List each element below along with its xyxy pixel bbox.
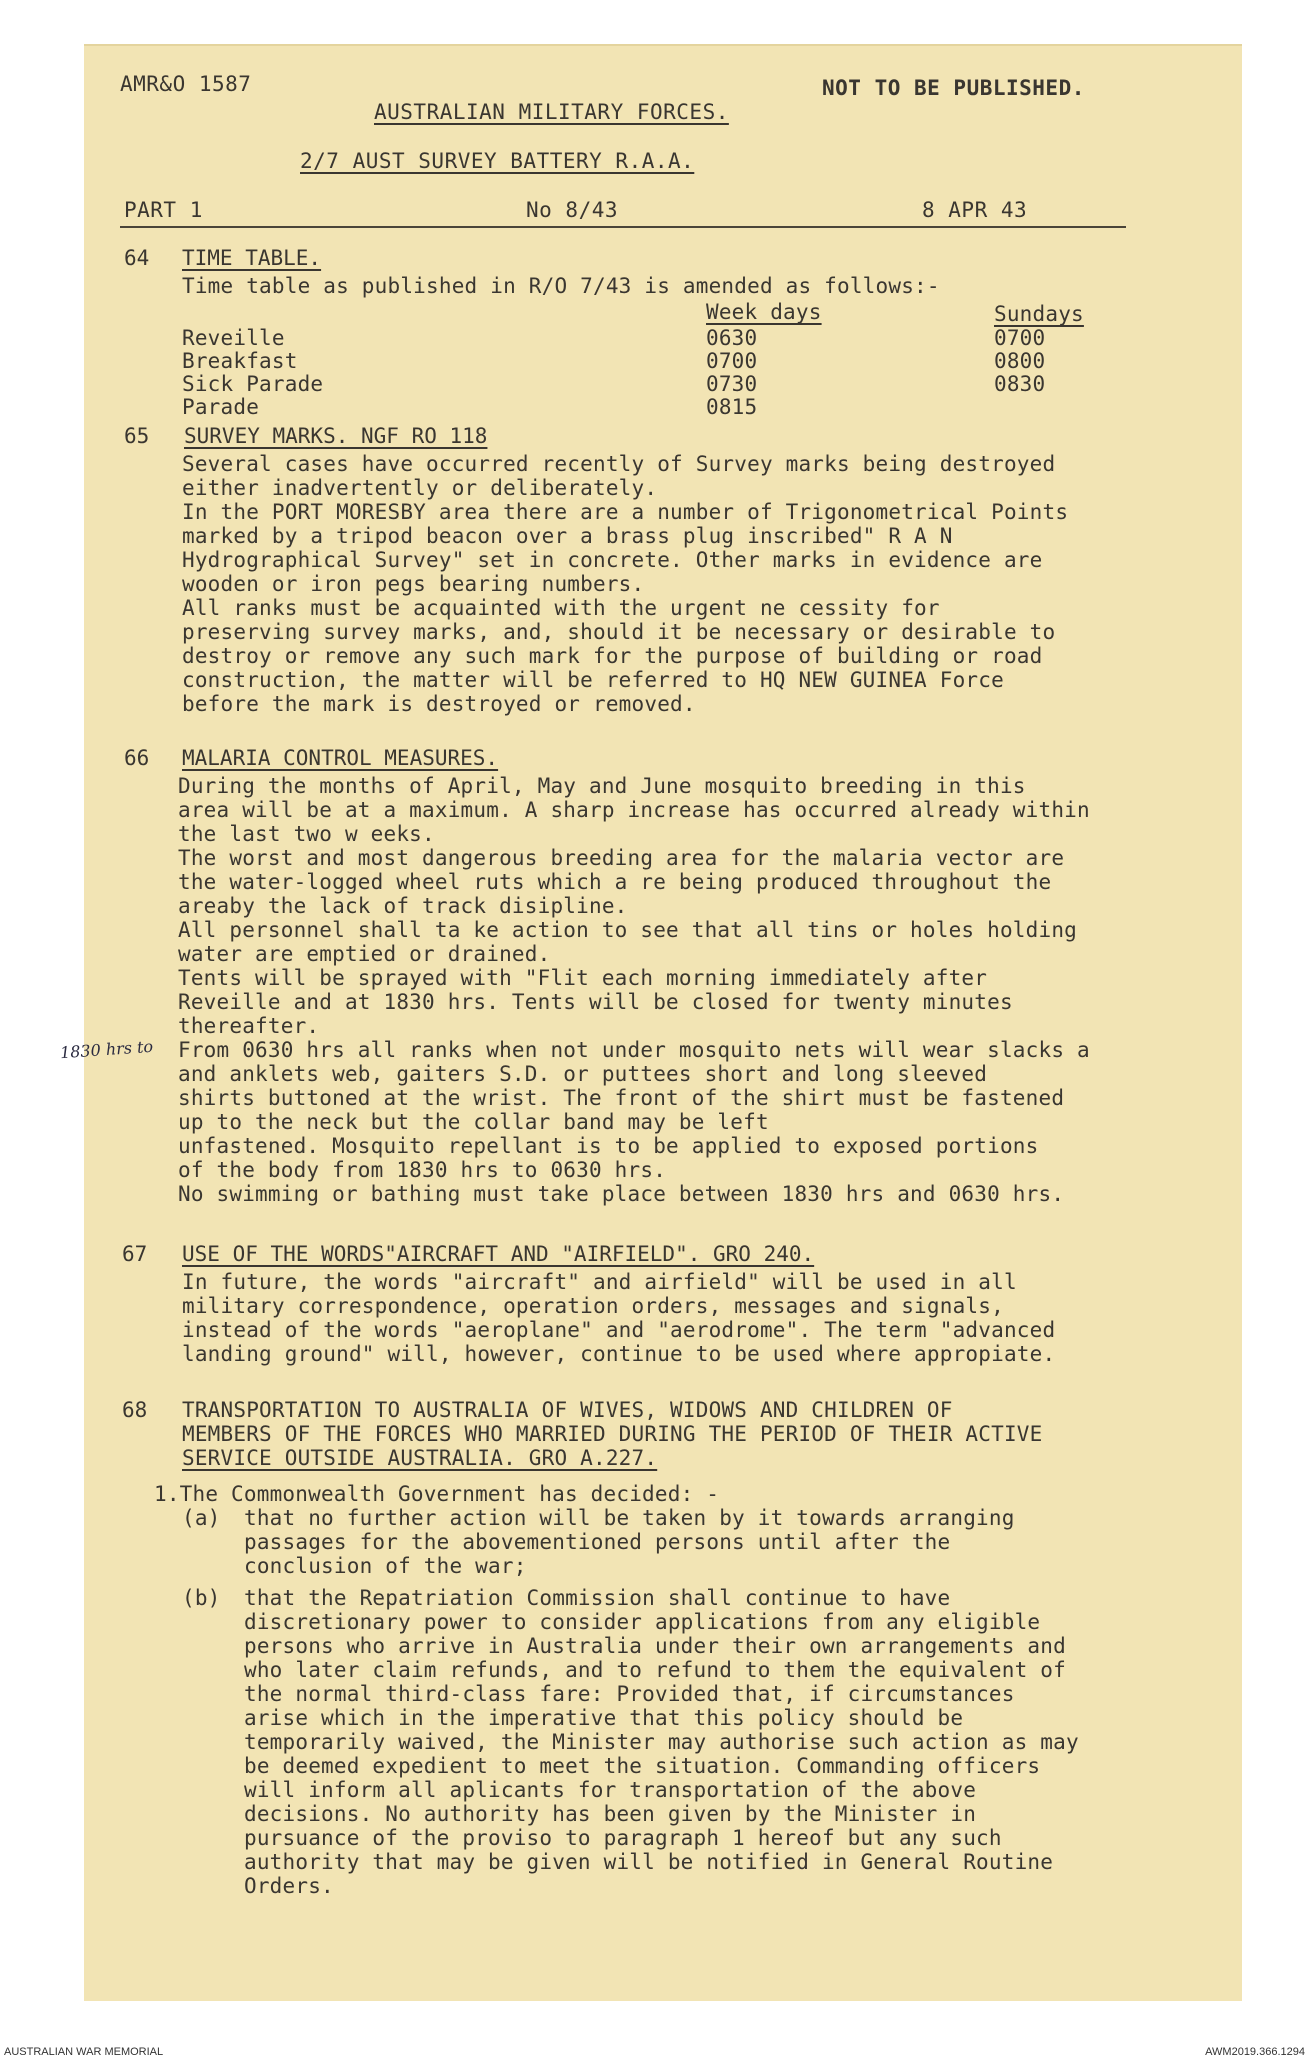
section-66-line: area will be at a maximum. A sharp increase has occurred already within (178, 798, 1090, 822)
section-68-item-a-line: passages for the abovementioned persons until after the (244, 1530, 951, 1554)
timetable-item: Parade (182, 395, 260, 419)
section-66-line: and anklets web, gaiters S.D. or puttees short and long sleeved (178, 1062, 988, 1086)
section-67-line: landing ground" will, however, continue to be used where appropiate. (182, 1342, 1056, 1366)
timetable-weekdays-header: Week days (706, 300, 822, 324)
section-68-item-b-line: pursuance of the proviso to paragraph 1 hereof but any such (244, 1826, 1002, 1850)
section-64-intro: Time table as published in R/O 7/43 is amended as follows:- (182, 274, 940, 298)
section-68-item-b-line: that the Repatriation Commission shall continue to have (244, 1586, 951, 1610)
unit-name: 2/7 AUST SURVEY BATTERY R.A.A. (300, 149, 695, 173)
section-66-line: Reveille and at 1830 hrs. Tents will be closed for twenty minutes (178, 990, 1013, 1014)
section-66-line: thereafter. (178, 1014, 320, 1038)
timetable-sunday-time: 0700 (994, 326, 1046, 350)
section-68-item-b-line: arise which in the imperative that this policy should be (244, 1706, 964, 1730)
section-66-line: of the body from 1830 hrs to 0630 hrs. (178, 1158, 667, 1182)
timetable-weekday-time: 0730 (706, 372, 758, 396)
section-67-number: 67 (122, 1242, 148, 1266)
timetable-item: Reveille (182, 326, 285, 350)
section-68-item-b-line: temporarily waived, the Minister may authorise such action as may (244, 1730, 1079, 1754)
section-68-para-1: 1.The Commonwealth Government has decided: - (154, 1482, 720, 1506)
document-title: AUSTRALIAN MILITARY FORCES. (374, 100, 729, 124)
section-67-line: instead of the words "aeroplane" and "aerodrome". The term "advanced (182, 1318, 1056, 1342)
section-65-line: either inadvertently or deliberately. (182, 476, 658, 500)
reference-number: AMR&O 1587 (120, 72, 252, 96)
section-66-line: unfastened. Mosquito repellant is to be applied to exposed portions (178, 1134, 1039, 1158)
section-65-line: Hydrographical Survey" set in concrete. Other marks in evidence are (182, 548, 1043, 572)
footer-accession: AWM2019.366.1294 (1205, 2046, 1305, 2058)
section-64-heading: TIME TABLE. (182, 246, 322, 270)
section-68-item-b-line: will inform all aplicants for transportation of the above (244, 1778, 977, 1802)
section-68-item-b-line: decisions. No authority has been given by the Minister in (244, 1802, 977, 1826)
publication-notice: NOT TO BE PUBLISHED. (822, 76, 1085, 100)
timetable-sunday-time: 0830 (994, 372, 1046, 396)
section-66-line: the water-logged wheel ruts which a re being produced throughout the (178, 870, 1052, 894)
section-66-number: 66 (124, 746, 150, 770)
order-date: 8 APR 43 (922, 198, 1028, 222)
section-65-heading: SURVEY MARKS. NGF RO 118 (184, 424, 488, 448)
header-rule (120, 226, 1126, 228)
footer-institution: AUSTRALIAN WAR MEMORIAL (4, 2046, 164, 2058)
section-68-heading-line: TRANSPORTATION TO AUSTRALIA OF WIVES, WIDOWS AND CHILDREN OF (182, 1398, 953, 1422)
section-68-item-b-line: Orders. (244, 1874, 334, 1898)
section-66-line: During the months of April, May and June mosquito breeding in this (178, 774, 1026, 798)
timetable-item: Sick Parade (182, 372, 324, 396)
section-66-line: the last two w eeks. (178, 822, 435, 846)
section-66-line: All personnel shall ta ke action to see that all tins or holes holding (178, 918, 1078, 942)
section-64-number: 64 (124, 246, 150, 270)
section-65-line: wooden or iron pegs bearing numbers. (182, 572, 645, 596)
timetable-item: Breakfast (182, 349, 298, 373)
section-68-item-b-line: who later claim refunds, and to refund to them the equivalent of (244, 1658, 1066, 1682)
section-68-item-b-line: the normal third-class fare: Provided that, if circumstances (244, 1682, 1015, 1706)
timetable-weekday-time: 0700 (706, 349, 758, 373)
section-66-heading: MALARIA CONTROL MEASURES. (182, 746, 499, 770)
section-66-line: No swimming or bathing must take place between 1830 hrs and 0630 hrs. (178, 1182, 1065, 1206)
section-67-line: military correspondence, operation orders, messages and signals, (182, 1294, 1004, 1318)
section-68-item-b-label: (b) (182, 1586, 221, 1610)
section-65-line: construction, the matter will be referred to HQ NEW GUINEA Force (182, 668, 1004, 692)
timetable-sundays-header: Sundays (994, 302, 1084, 326)
section-66-line: water are emptied or drained. (178, 942, 551, 966)
section-68-heading-line: SERVICE OUTSIDE AUSTRALIA. GRO A.227. (182, 1446, 658, 1470)
section-68-number: 68 (122, 1398, 148, 1422)
section-68-item-b-line: authority that may be given will be notified in General Routine (244, 1850, 1054, 1874)
section-66-line: up to the neck but the collar band may be left (178, 1110, 769, 1134)
section-65-line: destroy or remove any such mark for the purpose of building or road (182, 644, 1043, 668)
handwritten-annotation: 1830 hrs to (59, 1036, 154, 1063)
section-67-heading: USE OF THE WORDS"AIRCRAFT AND "AIRFIELD". GRO 240. (182, 1242, 815, 1266)
order-number: No 8/43 (526, 198, 619, 222)
section-68-item-a-line: that no further action will be taken by it towards arranging (244, 1506, 1015, 1530)
section-65-line: before the mark is destroyed or removed. (182, 692, 696, 716)
section-65-number: 65 (124, 424, 150, 448)
section-68-item-a-line: conclusion of the war; (244, 1554, 527, 1578)
section-66-line: shirts buttoned at the wrist. The front of the shirt must be fastened (178, 1086, 1065, 1110)
section-65-line: preserving survey marks, and, should it be necessary or desirable to (182, 620, 1056, 644)
section-65-line: marked by a tripod beacon over a brass plug inscribed" R A N (182, 524, 953, 548)
section-65-line: Several cases have occurred recently of Survey marks being destroyed (182, 452, 1056, 476)
timetable-sunday-time: 0800 (994, 349, 1046, 373)
section-68-item-a-label: (a) (182, 1506, 221, 1530)
section-65-line: In the PORT MORESBY area there are a number of Trigonometrical Points (182, 500, 1069, 524)
timetable-weekday-time: 0815 (706, 395, 758, 419)
section-66-line: From 0630 hrs all ranks when not under mosquito nets will wear slacks a (178, 1038, 1090, 1062)
timetable-weekday-time: 0630 (706, 326, 758, 350)
part-label: PART 1 (124, 198, 203, 222)
section-68-item-b-line: persons who arrive in Australia under their own arrangements and (244, 1634, 1066, 1658)
section-68-item-b-line: discretionary power to consider applications from any eligible (244, 1610, 1041, 1634)
section-66-line: Tents will be sprayed with "Flit each morning immediately after (178, 966, 988, 990)
section-68-item-b-line: be deemed expedient to meet the situation. Commanding officers (244, 1754, 1041, 1778)
section-67-line: In future, the words "aircraft" and airfield" will be used in all (182, 1270, 1017, 1294)
section-66-line: areaby the lack of track disipline. (178, 894, 628, 918)
section-68-heading-line: MEMBERS OF THE FORCES WHO MARRIED DURING THE PERIOD OF THEIR ACTIVE (182, 1422, 1043, 1446)
section-65-line: All ranks must be acquainted with the urgent ne cessity for (182, 596, 940, 620)
section-66-line: The worst and most dangerous breeding area for the malaria vector are (178, 846, 1065, 870)
